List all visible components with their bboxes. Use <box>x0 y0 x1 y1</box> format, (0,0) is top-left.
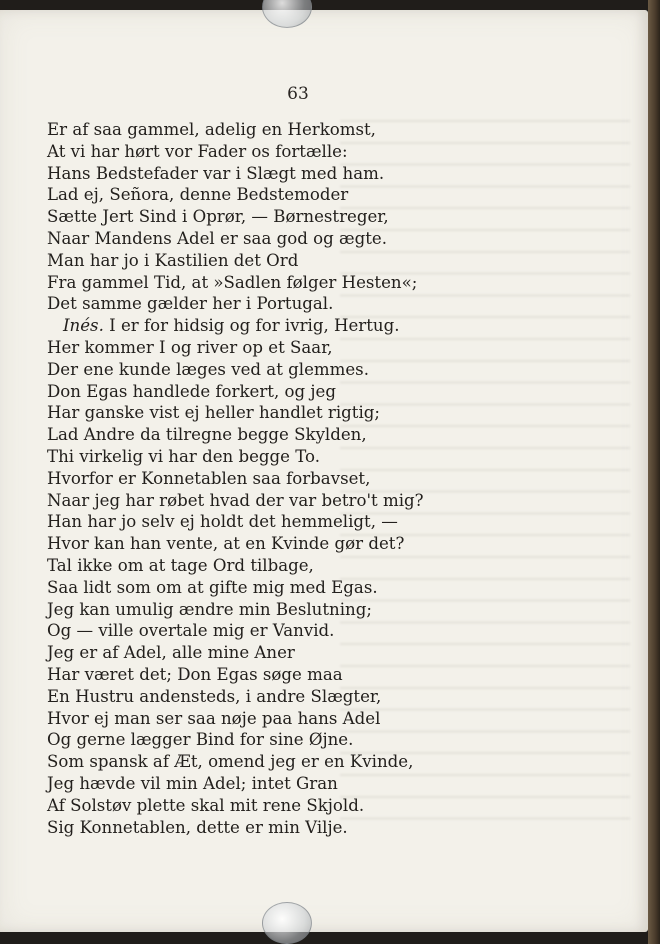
verse-line: Og gerne lægger Bind for sine Øjne. <box>47 730 354 750</box>
verse-line: Sig Konnetablen, dette er min Vilje. <box>47 817 348 837</box>
verse-line: Lad ej, Señora, denne Bedstemoder <box>47 185 349 205</box>
verse-line: Jeg kan umulig ændre min Beslutning; <box>47 599 372 619</box>
verse-line: Af Solstøv plette skal mit rene Skjold. <box>47 795 365 815</box>
verse-line: Hvorfor er Konnetablen saa forbavset, <box>47 468 371 488</box>
verse-line: Sætte Jert Sind i Oprør, — Børnestreger, <box>47 207 389 227</box>
verse-line: Man har jo i Kastilien det Ord <box>47 250 299 270</box>
verse-line: At vi har hørt vor Fader os fortælle: <box>47 141 348 161</box>
speaker-name: Inés. <box>63 316 104 336</box>
verse-line: Fra gammel Tid, at »Sadlen følger Hesten«; <box>47 272 418 292</box>
verse-line: Saa lidt som om at gifte mig med Egas. <box>47 577 378 597</box>
page-clip-bottom <box>262 902 312 944</box>
verse-line: Hvor ej man ser saa nøje paa hans Adel <box>47 708 381 728</box>
verse-body <box>47 119 607 838</box>
book-edge <box>648 0 660 944</box>
verse-line: Hvor kan han vente, at en Kvinde gør det? <box>47 534 405 554</box>
verse-line: Han har jo selv ej holdt det hemmeligt, — <box>47 512 398 532</box>
verse-line: Her kommer I og river op et Saar, <box>47 337 333 357</box>
verse-line: Som spansk af Æt, omend jeg er en Kvinde, <box>47 752 414 772</box>
verse-line: Tal ikke om at tage Ord tilbage, <box>47 555 314 575</box>
verse-line: Er af saa gammel, adelig en Herkomst, <box>47 120 376 139</box>
verse-line: Jeg hævde vil min Adel; intet Gran <box>47 773 338 793</box>
verse-line: En Hustru andensteds, i andre Slægter, <box>47 686 382 706</box>
speech-text: I er for hidsig og for ivrig, Hertug. <box>109 316 400 336</box>
verse-line: Hans Bedstefader var i Slægt med ham. <box>47 163 385 183</box>
page-number: 63 <box>287 84 309 104</box>
verse-line: Har været det; Don Egas søge maa <box>47 664 343 684</box>
verse-line: Naar jeg har røbet hvad der var betro't mig? <box>47 490 424 510</box>
verse-line: Og — ville overtale mig er Vanvid. <box>47 621 335 641</box>
verse-line: Der ene kunde læges ved at glemmes. <box>47 359 369 379</box>
verse-line: Jeg er af Adel, alle mine Aner <box>47 643 295 663</box>
verse-line: Lad Andre da tilregne begge Skylden, <box>47 425 367 445</box>
verse-line: Naar Mandens Adel er saa god og ægte. <box>47 228 387 248</box>
verse-line: Thi virkelig vi har den begge To. <box>47 446 321 466</box>
speech-line <box>47 315 607 337</box>
book-page <box>0 10 648 932</box>
verse-line: Har ganske vist ej heller handlet rigtig; <box>47 403 380 423</box>
verse-line: Det samme gælder her i Portugal. <box>47 294 334 314</box>
verse-line: Don Egas handlede forkert, og jeg <box>47 381 336 401</box>
